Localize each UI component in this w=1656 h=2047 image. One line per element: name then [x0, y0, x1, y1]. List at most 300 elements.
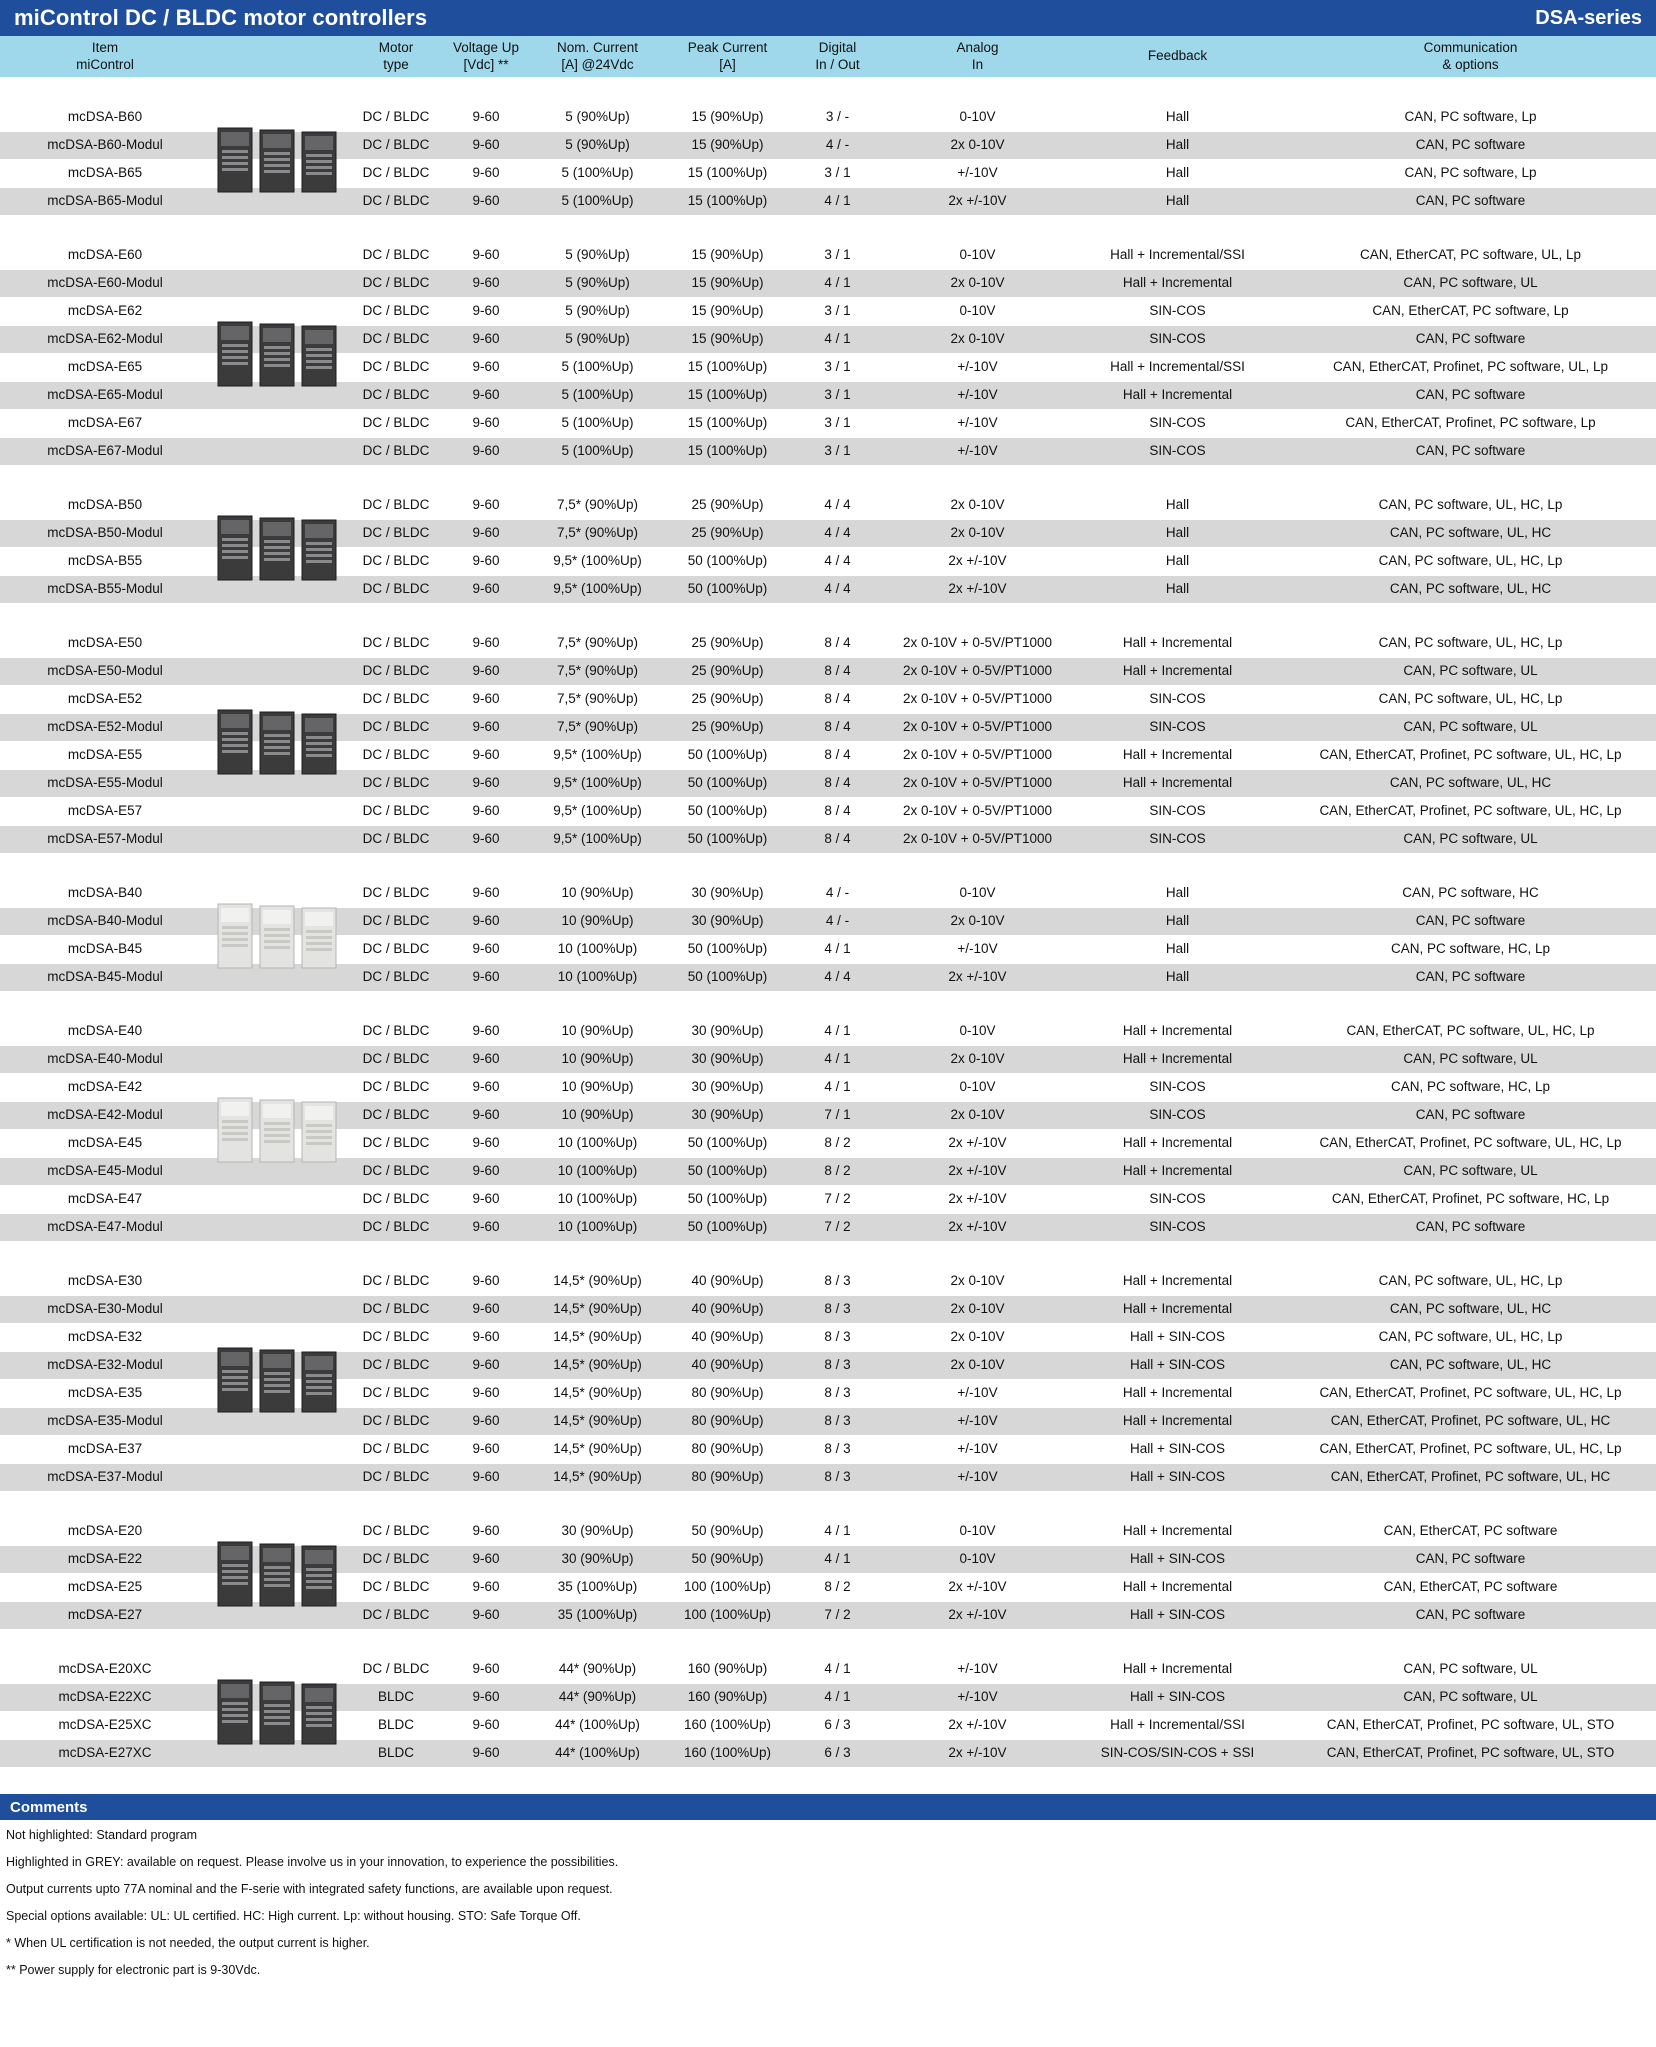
cell-analog-in: 2x 0-10V + 0-5V/PT1000 — [903, 831, 1052, 847]
cell-product-image — [210, 1158, 350, 1185]
cell-feedback: Hall + Incremental — [1122, 1413, 1233, 1429]
table-row[interactable] — [0, 1574, 1656, 1602]
cell-peak-current: 50 (100%Up) — [687, 1191, 768, 1207]
cell-analog-in: 0-10V — [959, 109, 996, 125]
cell-peak-current: 25 (90%Up) — [691, 663, 764, 679]
cell-peak-current: 50 (90%Up) — [691, 1551, 764, 1567]
cell-digital-io: 3 / 1 — [824, 247, 851, 263]
cell-analog-in: 0-10V — [959, 1079, 996, 1095]
cell-peak-current: 25 (90%Up) — [691, 719, 764, 735]
cell-digital-io: 4 / 4 — [824, 553, 851, 569]
cell-feedback: Hall + Incremental — [1122, 1661, 1233, 1677]
cell-analog-in: 0-10V — [959, 247, 996, 263]
cell-communication: CAN, PC software, UL, HC, Lp — [1378, 1273, 1563, 1289]
cell-peak-current: 50 (100%Up) — [687, 969, 768, 985]
cell-product-image — [210, 798, 350, 825]
header-peak-line1: Peak Current — [687, 40, 768, 56]
cell-feedback: Hall + Incremental — [1122, 1023, 1233, 1039]
header-digital-line1: Digital — [818, 40, 857, 56]
cell-motor-type: DC / BLDC — [362, 387, 430, 403]
cell-voltage: 9-60 — [472, 747, 500, 763]
cell-product-image — [210, 1296, 350, 1323]
cell-item: mcDSA-E37 — [67, 1441, 143, 1457]
cell-digital-io: 4 / 1 — [824, 1661, 851, 1677]
table-row[interactable] — [0, 1296, 1656, 1324]
cell-motor-type: DC / BLDC — [362, 1163, 430, 1179]
table-row[interactable] — [0, 1740, 1656, 1768]
cell-motor-type: BLDC — [377, 1745, 414, 1761]
cell-nominal-current: 44* (90%Up) — [558, 1661, 637, 1677]
cell-feedback: SIN-COS — [1149, 691, 1206, 707]
cell-motor-type: DC / BLDC — [362, 109, 430, 125]
cell-item: mcDSA-E45 — [67, 1135, 143, 1151]
table-row[interactable] — [0, 1684, 1656, 1712]
cell-voltage: 9-60 — [472, 165, 500, 181]
table-row[interactable] — [0, 548, 1656, 576]
cell-voltage: 9-60 — [472, 247, 500, 263]
header-digital — [790, 36, 885, 77]
cell-peak-current: 80 (90%Up) — [691, 1413, 764, 1429]
cell-digital-io: 4 / 4 — [824, 581, 851, 597]
cell-analog-in: +/-10V — [957, 1469, 998, 1485]
cell-motor-type: DC / BLDC — [362, 941, 430, 957]
cell-digital-io: 4 / - — [825, 885, 850, 901]
table-row[interactable] — [0, 132, 1656, 160]
cell-peak-current: 40 (90%Up) — [691, 1301, 764, 1317]
cell-item: mcDSA-E57-Modul — [47, 831, 163, 847]
cell-item: mcDSA-E30 — [67, 1273, 143, 1289]
cell-product-image — [210, 742, 350, 769]
cell-analog-in: 2x 0-10V + 0-5V/PT1000 — [903, 691, 1052, 707]
cell-analog-in: 2x 0-10V — [950, 497, 1005, 513]
table-row[interactable] — [0, 1712, 1656, 1740]
cell-product-image — [210, 1408, 350, 1435]
table-row[interactable] — [0, 354, 1656, 382]
cell-peak-current: 15 (90%Up) — [691, 275, 764, 291]
table-row[interactable] — [0, 1102, 1656, 1130]
cell-peak-current: 160 (90%Up) — [687, 1661, 768, 1677]
cell-analog-in: 2x +/-10V — [948, 1607, 1007, 1623]
cell-feedback: Hall — [1165, 941, 1190, 957]
cell-peak-current: 50 (100%Up) — [687, 581, 768, 597]
cell-nominal-current: 5 (100%Up) — [561, 193, 634, 209]
table-row[interactable] — [0, 964, 1656, 992]
cell-nominal-current: 14,5* (90%Up) — [553, 1385, 642, 1401]
cell-digital-io: 8 / 4 — [824, 663, 851, 679]
cell-item: mcDSA-E62 — [67, 303, 143, 319]
cell-nominal-current: 10 (90%Up) — [561, 1107, 634, 1123]
cell-digital-io: 8 / 3 — [824, 1441, 851, 1457]
cell-motor-type: DC / BLDC — [362, 1107, 430, 1123]
cell-communication: CAN, PC software, UL, HC — [1389, 1301, 1552, 1317]
cell-peak-current: 40 (90%Up) — [691, 1329, 764, 1345]
cell-peak-current: 160 (100%Up) — [683, 1717, 772, 1733]
cell-analog-in: +/-10V — [957, 443, 998, 459]
cell-voltage: 9-60 — [472, 803, 500, 819]
cell-nominal-current: 9,5* (100%Up) — [553, 803, 642, 819]
cell-communication: CAN, PC software, UL, HC — [1389, 775, 1552, 791]
cell-nominal-current: 7,5* (90%Up) — [556, 719, 639, 735]
cell-communication: CAN, PC software — [1415, 331, 1526, 347]
cell-product-image — [210, 714, 350, 741]
cell-voltage: 9-60 — [472, 1523, 500, 1539]
cell-voltage: 9-60 — [472, 913, 500, 929]
table-row[interactable] — [0, 936, 1656, 964]
cell-nominal-current: 9,5* (100%Up) — [553, 775, 642, 791]
table-row[interactable] — [0, 742, 1656, 770]
cell-product-image — [210, 354, 350, 381]
table-row[interactable] — [0, 1324, 1656, 1352]
cell-feedback: Hall + Incremental — [1122, 1385, 1233, 1401]
cell-peak-current: 80 (90%Up) — [691, 1469, 764, 1485]
cell-motor-type: DC / BLDC — [362, 1523, 430, 1539]
header-analog — [885, 36, 1070, 77]
cell-peak-current: 50 (100%Up) — [687, 1219, 768, 1235]
table-row[interactable] — [0, 1546, 1656, 1574]
cell-digital-io: 4 / - — [825, 913, 850, 929]
cell-digital-io: 8 / 3 — [824, 1385, 851, 1401]
cell-product-image — [210, 1268, 350, 1295]
header-comm-line2: & options — [1442, 56, 1499, 72]
cell-feedback: Hall — [1165, 969, 1190, 985]
cell-communication: CAN, PC software, UL, HC — [1389, 581, 1552, 597]
header-peak-current — [665, 36, 790, 77]
group-spacer — [0, 604, 1656, 630]
product-group — [0, 1656, 1656, 1768]
cell-communication: CAN, PC software, HC — [1402, 885, 1539, 901]
cell-voltage: 9-60 — [472, 1107, 500, 1123]
table-row[interactable] — [0, 160, 1656, 188]
cell-communication: CAN, PC software — [1415, 193, 1526, 209]
cell-nominal-current: 5 (90%Up) — [565, 137, 630, 153]
table-row[interactable] — [0, 1464, 1656, 1492]
cell-analog-in: 2x 0-10V — [950, 1273, 1005, 1289]
cell-motor-type: DC / BLDC — [362, 1191, 430, 1207]
cell-motor-type: DC / BLDC — [362, 913, 430, 929]
cell-motor-type: DC / BLDC — [362, 1551, 430, 1567]
table-row[interactable] — [0, 1046, 1656, 1074]
cell-peak-current: 15 (100%Up) — [687, 387, 768, 403]
cell-feedback: SIN-COS — [1149, 803, 1206, 819]
series-title: DSA-series — [1535, 6, 1642, 29]
cell-communication: CAN, PC software, Lp — [1404, 165, 1537, 181]
table-row[interactable] — [0, 1656, 1656, 1684]
cell-analog-in: 2x 0-10V + 0-5V/PT1000 — [903, 635, 1052, 651]
cell-feedback: Hall — [1165, 913, 1190, 929]
cell-feedback: Hall + SIN-COS — [1130, 1329, 1225, 1345]
cell-digital-io: 6 / 3 — [824, 1717, 851, 1733]
cell-peak-current: 30 (90%Up) — [691, 1107, 764, 1123]
comments-bar — [0, 1794, 1656, 1820]
cell-voltage: 9-60 — [472, 1661, 500, 1677]
cell-feedback: Hall + Incremental — [1122, 635, 1233, 651]
cell-voltage: 9-60 — [472, 1413, 500, 1429]
cell-nominal-current: 14,5* (90%Up) — [553, 1469, 642, 1485]
cell-peak-current: 50 (90%Up) — [691, 1523, 764, 1539]
cell-digital-io: 3 / 1 — [824, 359, 851, 375]
cell-digital-io: 7 / 2 — [824, 1607, 851, 1623]
cell-analog-in: 2x 0-10V — [950, 275, 1005, 291]
cell-item: mcDSA-E57 — [67, 803, 143, 819]
cell-analog-in: 2x 0-10V — [950, 1107, 1005, 1123]
cell-digital-io: 3 / - — [825, 109, 850, 125]
table-row[interactable] — [0, 576, 1656, 604]
header-comm-line1: Communication — [1423, 40, 1518, 56]
cell-communication: CAN, EtherCAT, PC software — [1383, 1579, 1558, 1595]
cell-peak-current: 160 (100%Up) — [683, 1745, 772, 1761]
cell-communication: CAN, PC software, UL — [1403, 719, 1538, 735]
cell-motor-type: DC / BLDC — [362, 1023, 430, 1039]
table-row[interactable] — [0, 1158, 1656, 1186]
cell-analog-in: 2x +/-10V — [948, 581, 1007, 597]
table-row[interactable] — [0, 520, 1656, 548]
cell-voltage: 9-60 — [472, 1191, 500, 1207]
cell-communication: CAN, PC software — [1415, 1107, 1526, 1123]
cell-item: mcDSA-E27XC — [58, 1745, 152, 1761]
cell-communication: CAN, PC software, UL — [1403, 1689, 1538, 1705]
cell-feedback: SIN-COS — [1149, 1191, 1206, 1207]
cell-analog-in: +/-10V — [957, 1661, 998, 1677]
cell-item: mcDSA-B55-Modul — [47, 581, 163, 597]
cell-product-image — [210, 1018, 350, 1045]
table-row[interactable] — [0, 658, 1656, 686]
table-row[interactable] — [0, 492, 1656, 520]
cell-feedback: Hall + Incremental — [1122, 1523, 1233, 1539]
cell-feedback: Hall + Incremental/SSI — [1110, 359, 1245, 375]
cell-motor-type: DC / BLDC — [362, 1385, 430, 1401]
cell-item: mcDSA-E45-Modul — [47, 1163, 163, 1179]
cell-peak-current: 25 (90%Up) — [691, 691, 764, 707]
cell-feedback: Hall — [1165, 525, 1190, 541]
cell-nominal-current: 10 (100%Up) — [557, 969, 638, 985]
cell-communication: CAN, PC software, Lp — [1404, 109, 1537, 125]
table-row[interactable] — [0, 242, 1656, 270]
cell-peak-current: 50 (100%Up) — [687, 1135, 768, 1151]
cell-feedback: SIN-COS — [1149, 1219, 1206, 1235]
cell-feedback: Hall + SIN-COS — [1130, 1607, 1225, 1623]
cell-product-image — [210, 1380, 350, 1407]
table-row[interactable] — [0, 1268, 1656, 1296]
cell-communication: CAN, PC software, UL — [1403, 275, 1538, 291]
table-body — [0, 104, 1656, 1794]
cell-motor-type: DC / BLDC — [362, 1329, 430, 1345]
table-row[interactable] — [0, 104, 1656, 132]
table-row[interactable] — [0, 880, 1656, 908]
table-row[interactable] — [0, 1380, 1656, 1408]
table-row[interactable] — [0, 630, 1656, 658]
cell-item: mcDSA-E55-Modul — [47, 775, 163, 791]
comments-heading: Comments — [10, 1798, 88, 1816]
cell-digital-io: 4 / 1 — [824, 1079, 851, 1095]
table-row[interactable] — [0, 1518, 1656, 1546]
cell-communication: CAN, PC software, UL, HC, Lp — [1378, 497, 1563, 513]
cell-digital-io: 8 / 3 — [824, 1329, 851, 1345]
product-group — [0, 880, 1656, 992]
cell-nominal-current: 5 (90%Up) — [565, 275, 630, 291]
product-group — [0, 1268, 1656, 1492]
cell-voltage: 9-60 — [472, 1357, 500, 1373]
cell-motor-type: DC / BLDC — [362, 247, 430, 263]
cell-communication: CAN, EtherCAT, Profinet, PC software, UL, Lp — [1332, 359, 1609, 375]
cell-feedback: Hall + Incremental — [1122, 275, 1233, 291]
cell-item: mcDSA-E60-Modul — [47, 275, 163, 291]
cell-motor-type: DC / BLDC — [362, 1219, 430, 1235]
cell-item: mcDSA-E40 — [67, 1023, 143, 1039]
table-row[interactable] — [0, 1130, 1656, 1158]
header-digital-line2: In / Out — [815, 56, 860, 72]
cell-communication: CAN, EtherCAT, PC software, UL, Lp — [1359, 247, 1582, 263]
cell-motor-type: DC / BLDC — [362, 1135, 430, 1151]
cell-motor-type: DC / BLDC — [362, 663, 430, 679]
cell-product-image — [210, 1352, 350, 1379]
table-row[interactable] — [0, 826, 1656, 854]
cell-nominal-current: 5 (100%Up) — [561, 443, 634, 459]
table-row[interactable] — [0, 686, 1656, 714]
cell-nominal-current: 5 (90%Up) — [565, 331, 630, 347]
cell-voltage: 9-60 — [472, 1745, 500, 1761]
cell-feedback: Hall + SIN-COS — [1130, 1441, 1225, 1457]
table-row[interactable] — [0, 1408, 1656, 1436]
cell-digital-io: 3 / 1 — [824, 387, 851, 403]
comment-line: * When UL certification is not needed, the output current is higher. — [6, 1936, 370, 1950]
cell-peak-current: 30 (90%Up) — [691, 1023, 764, 1039]
cell-motor-type: DC / BLDC — [362, 1661, 430, 1677]
cell-feedback: SIN-COS — [1149, 415, 1206, 431]
cell-peak-current: 50 (100%Up) — [687, 941, 768, 957]
header-nominal-current — [530, 36, 665, 77]
table-row[interactable] — [0, 770, 1656, 798]
cell-voltage: 9-60 — [472, 1717, 500, 1733]
cell-item: mcDSA-E52 — [67, 691, 143, 707]
cell-product-image — [210, 1712, 350, 1739]
table-row[interactable] — [0, 1018, 1656, 1046]
cell-nominal-current: 10 (100%Up) — [557, 1219, 638, 1235]
cell-digital-io: 3 / 1 — [824, 443, 851, 459]
table-row[interactable] — [0, 1186, 1656, 1214]
cell-motor-type: BLDC — [377, 1689, 414, 1705]
cell-peak-current: 80 (90%Up) — [691, 1385, 764, 1401]
cell-item: mcDSA-E20 — [67, 1523, 143, 1539]
table-row[interactable] — [0, 270, 1656, 298]
cell-nominal-current: 10 (100%Up) — [557, 1135, 638, 1151]
cell-product-image — [210, 160, 350, 187]
header-feedback — [1070, 36, 1285, 77]
cell-digital-io: 8 / 4 — [824, 775, 851, 791]
cell-peak-current: 40 (90%Up) — [691, 1273, 764, 1289]
table-row[interactable] — [0, 798, 1656, 826]
cell-peak-current: 25 (90%Up) — [691, 525, 764, 541]
cell-digital-io: 4 / 1 — [824, 193, 851, 209]
table-row[interactable] — [0, 908, 1656, 936]
cell-feedback: SIN-COS — [1149, 443, 1206, 459]
header-item-line1: Item — [91, 40, 119, 56]
table-row[interactable] — [0, 298, 1656, 326]
cell-digital-io: 4 / 1 — [824, 275, 851, 291]
cell-motor-type: DC / BLDC — [362, 1469, 430, 1485]
table-row[interactable] — [0, 1602, 1656, 1630]
table-row[interactable] — [0, 382, 1656, 410]
table-row[interactable] — [0, 1352, 1656, 1380]
cell-feedback: Hall + Incremental — [1122, 1579, 1233, 1595]
cell-product-image — [210, 686, 350, 713]
cell-nominal-current: 10 (100%Up) — [557, 941, 638, 957]
cell-product-image — [210, 520, 350, 547]
cell-motor-type: DC / BLDC — [362, 1301, 430, 1317]
table-row[interactable] — [0, 326, 1656, 354]
cell-product-image — [210, 1602, 350, 1629]
table-row[interactable] — [0, 1214, 1656, 1242]
cell-voltage: 9-60 — [472, 193, 500, 209]
cell-motor-type: DC / BLDC — [362, 635, 430, 651]
cell-motor-type: DC / BLDC — [362, 1357, 430, 1373]
cell-voltage: 9-60 — [472, 1301, 500, 1317]
cell-product-image — [210, 298, 350, 325]
cell-peak-current: 15 (90%Up) — [691, 109, 764, 125]
cell-peak-current: 15 (100%Up) — [687, 193, 768, 209]
cell-communication: CAN, PC software, HC, Lp — [1390, 941, 1551, 957]
cell-communication: CAN, PC software — [1415, 1551, 1526, 1567]
cell-feedback: SIN-COS — [1149, 1079, 1206, 1095]
cell-motor-type: DC / BLDC — [362, 1051, 430, 1067]
cell-analog-in: 2x 0-10V — [950, 1301, 1005, 1317]
cell-motor-type: DC / BLDC — [362, 275, 430, 291]
cell-item: mcDSA-E47 — [67, 1191, 143, 1207]
cell-digital-io: 8 / 4 — [824, 691, 851, 707]
cell-feedback: SIN-COS — [1149, 331, 1206, 347]
cell-product-image — [210, 548, 350, 575]
table-row[interactable] — [0, 1436, 1656, 1464]
cell-item: mcDSA-E55 — [67, 747, 143, 763]
cell-feedback: Hall — [1165, 553, 1190, 569]
cell-nominal-current: 44* (90%Up) — [558, 1689, 637, 1705]
cell-digital-io: 8 / 4 — [824, 719, 851, 735]
cell-analog-in: 2x 0-10V + 0-5V/PT1000 — [903, 803, 1052, 819]
cell-peak-current: 25 (90%Up) — [691, 635, 764, 651]
cell-voltage: 9-60 — [472, 775, 500, 791]
cell-motor-type: DC / BLDC — [362, 553, 430, 569]
cell-item: mcDSA-E27 — [67, 1607, 143, 1623]
table-row[interactable] — [0, 714, 1656, 742]
title-bar — [0, 0, 1656, 36]
cell-digital-io: 8 / 4 — [824, 803, 851, 819]
cell-product-image — [210, 880, 350, 907]
cell-item: mcDSA-E42 — [67, 1079, 143, 1095]
cell-communication: CAN, EtherCAT, Profinet, PC software, UL, HC — [1330, 1469, 1611, 1485]
spacer — [0, 78, 1656, 104]
cell-digital-io: 8 / 2 — [824, 1163, 851, 1179]
cell-peak-current: 15 (90%Up) — [691, 331, 764, 347]
cell-communication: CAN, PC software, HC, Lp — [1390, 1079, 1551, 1095]
cell-item: mcDSA-E35-Modul — [47, 1413, 163, 1429]
cell-voltage: 9-60 — [472, 387, 500, 403]
cell-voltage: 9-60 — [472, 1023, 500, 1039]
comment-line: Highlighted in GREY: available on request. Please involve us in your innovation, to experience the possibilities. — [6, 1855, 619, 1869]
cell-item: mcDSA-E50 — [67, 635, 143, 651]
cell-communication: CAN, PC software, UL, HC, Lp — [1378, 553, 1563, 569]
cell-feedback: Hall + SIN-COS — [1130, 1689, 1225, 1705]
table-row[interactable] — [0, 1074, 1656, 1102]
cell-item: mcDSA-E30-Modul — [47, 1301, 163, 1317]
cell-communication: CAN, PC software, UL — [1403, 1163, 1538, 1179]
cell-feedback: Hall + Incremental — [1122, 1051, 1233, 1067]
table-row[interactable] — [0, 188, 1656, 216]
cell-feedback: Hall — [1165, 165, 1190, 181]
cell-nominal-current: 35 (100%Up) — [557, 1607, 638, 1623]
table-row[interactable] — [0, 410, 1656, 438]
header-item — [0, 36, 210, 77]
cell-feedback: Hall + Incremental — [1122, 1163, 1233, 1179]
table-row[interactable] — [0, 438, 1656, 466]
